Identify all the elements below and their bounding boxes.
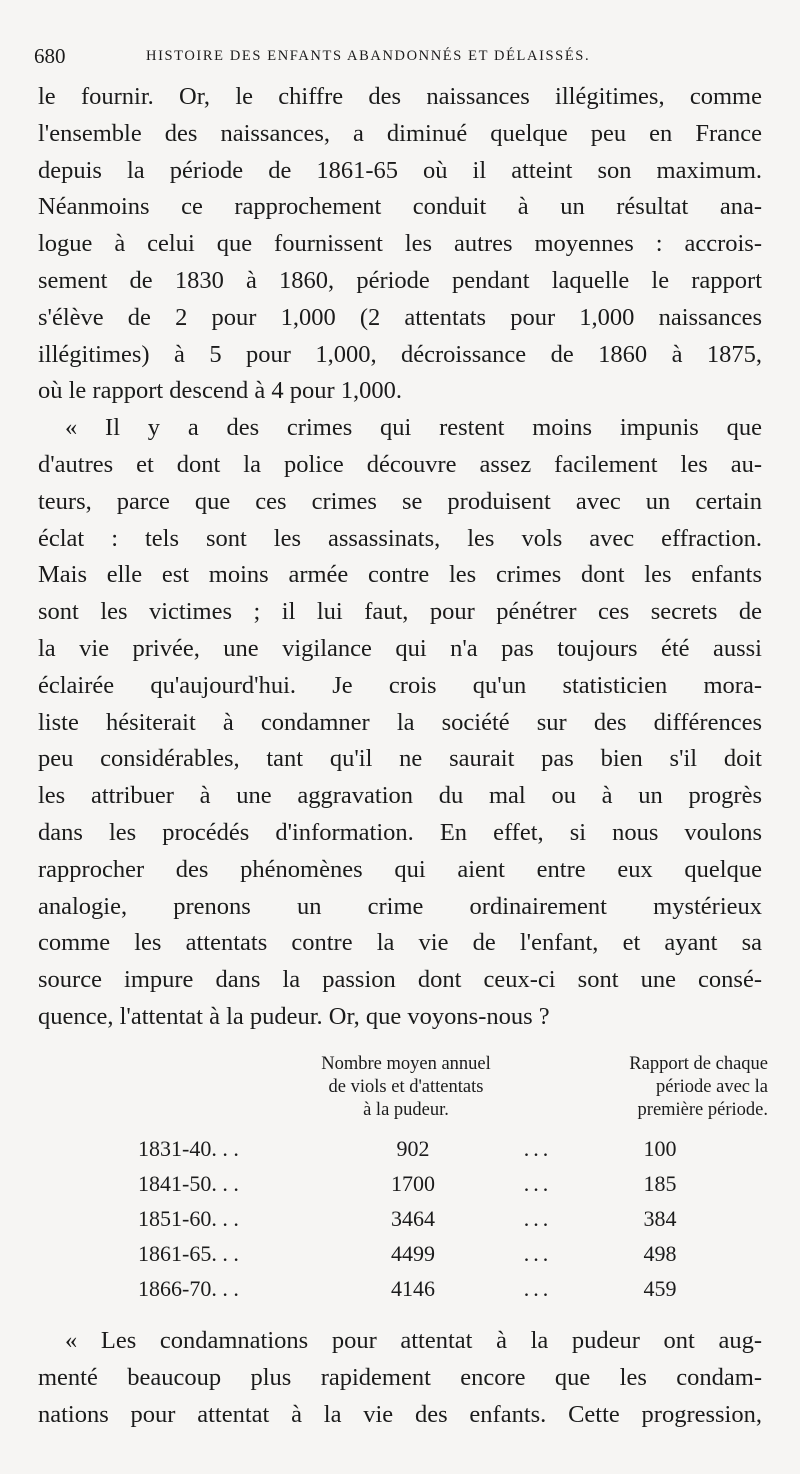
leader-dots: ... xyxy=(523,1241,553,1266)
period-cell: 1851-60. . . xyxy=(138,1206,239,1231)
count-cell: 1700 xyxy=(391,1171,435,1196)
table-row xyxy=(38,1201,762,1236)
count-cell: 4146 xyxy=(391,1276,435,1301)
ratio-cell: 384 xyxy=(643,1206,677,1231)
period-cell: 1831-40. . . xyxy=(138,1136,239,1161)
text-line: peu considérables, tant qu'il ne saurait pas bien s'il doit xyxy=(38,745,762,773)
text-line: quence, l'attentat à la pudeur. Or, que voyons-nous ? xyxy=(38,1002,550,1030)
running-title: HISTOIRE DES ENFANTS ABANDONNÉS ET DÉLAISSÉS. xyxy=(146,48,591,64)
ratio-cell: 459 xyxy=(643,1276,677,1301)
text-line: les attribuer à une aggravation du mal ou à un progrès xyxy=(38,782,762,810)
table-row xyxy=(38,1271,762,1306)
text-line: nations pour attentat à la vie des enfants. Cette progression, xyxy=(38,1400,762,1428)
text-line: « Il y a des crimes qui restent moins impunis que xyxy=(65,414,762,442)
text-line: d'autres et dont la police découvre assez facilement les au- xyxy=(38,450,762,478)
text-line: le fournir. Or, le chiffre des naissances illégitimes, comme xyxy=(38,83,762,110)
text-line: teurs, parce que ces crimes se produisent avec un certain xyxy=(38,487,762,515)
text-line: Mais elle est moins armée contre les crimes dont les enfants xyxy=(38,561,762,589)
text-line: sont les victimes ; il lui faut, pour pénétrer ces secrets de xyxy=(38,598,762,626)
text-line: la vie privée, une vigilance qui n'a pas toujours été aussi xyxy=(38,634,762,662)
ratio-cell: 185 xyxy=(643,1171,677,1196)
text-line: éclat : tels sont les assassinats, les vols avec effraction. xyxy=(38,524,762,552)
count-cell: 902 xyxy=(396,1136,430,1161)
table-row xyxy=(38,1236,762,1271)
leader-dots: ... xyxy=(523,1206,553,1231)
text-line: source impure dans la passion dont ceux-ci sont une consé- xyxy=(38,966,762,994)
header-line: de viols et d'attentats xyxy=(328,1077,484,1097)
column-header-count xyxy=(282,1053,530,1122)
text-line: « Les condamnations pour attentat à la pudeur ont aug- xyxy=(65,1327,762,1354)
text-line: s'élève de 2 pour 1,000 (2 attentats pour 1,000 naissances xyxy=(38,303,762,331)
table-row xyxy=(38,1166,762,1201)
text-line: illégitimes) à 5 pour 1,000, décroissance de 1860 à 1875, xyxy=(38,340,762,368)
text-line: analogie, prenons un crime ordinairement mystérieux xyxy=(38,892,762,920)
text-line: rapprocher des phénomènes qui aient entre eux quelque xyxy=(38,855,762,883)
header-line: période avec la xyxy=(656,1077,768,1097)
text-line: l'ensemble des naissances, a diminué quelque peu en France xyxy=(38,119,762,147)
statistics-table xyxy=(38,1049,768,1311)
period-cell: 1841-50. . . xyxy=(138,1171,239,1196)
header-line: Rapport de chaque xyxy=(629,1054,768,1074)
text-line: depuis la période de 1861-65 où il atteint son maximum. xyxy=(38,156,762,184)
text-line: dans les procédés d'information. En effet, si nous voulons xyxy=(38,818,762,846)
count-cell: 4499 xyxy=(391,1241,435,1266)
ratio-cell: 100 xyxy=(643,1136,677,1161)
count-cell: 3464 xyxy=(391,1206,435,1231)
header-line: à la pudeur. xyxy=(363,1100,449,1120)
leader-dots: ... xyxy=(523,1276,553,1301)
body-text-top xyxy=(38,79,762,1036)
page-number: 680 xyxy=(34,44,66,68)
period-cell: 1866-70. . . xyxy=(138,1276,239,1301)
column-header-ratio xyxy=(558,1053,768,1122)
text-line: liste hésiterait à condamner la société sur des différences xyxy=(38,708,762,736)
text-line: logue à celui que fournissent les autres moyennes : accrois- xyxy=(38,230,762,258)
table-row xyxy=(38,1131,762,1166)
leader-dots: ... xyxy=(523,1171,553,1196)
text-line: Néanmoins ce rapprochement conduit à un résultat ana- xyxy=(38,193,762,221)
body-text-bottom xyxy=(38,1323,762,1433)
text-line: menté beaucoup plus rapidement encore que les condam- xyxy=(38,1363,762,1391)
header-line: première période. xyxy=(637,1100,768,1120)
text-line: comme les attentats contre la vie de l'enfant, et ayant sa xyxy=(38,929,762,957)
header-line: Nombre moyen annuel xyxy=(321,1054,491,1074)
text-line: éclairée qu'aujourd'hui. Je crois qu'un statisticien mora- xyxy=(38,671,762,699)
leader-dots: ... xyxy=(523,1136,553,1161)
ratio-cell: 498 xyxy=(643,1241,677,1266)
text-line: où le rapport descend à 4 pour 1,000. xyxy=(38,377,402,405)
period-cell: 1861-65. . . xyxy=(138,1241,239,1266)
text-line: sement de 1830 à 1860, période pendant laquelle le rapport xyxy=(38,266,762,294)
running-head xyxy=(34,44,764,74)
